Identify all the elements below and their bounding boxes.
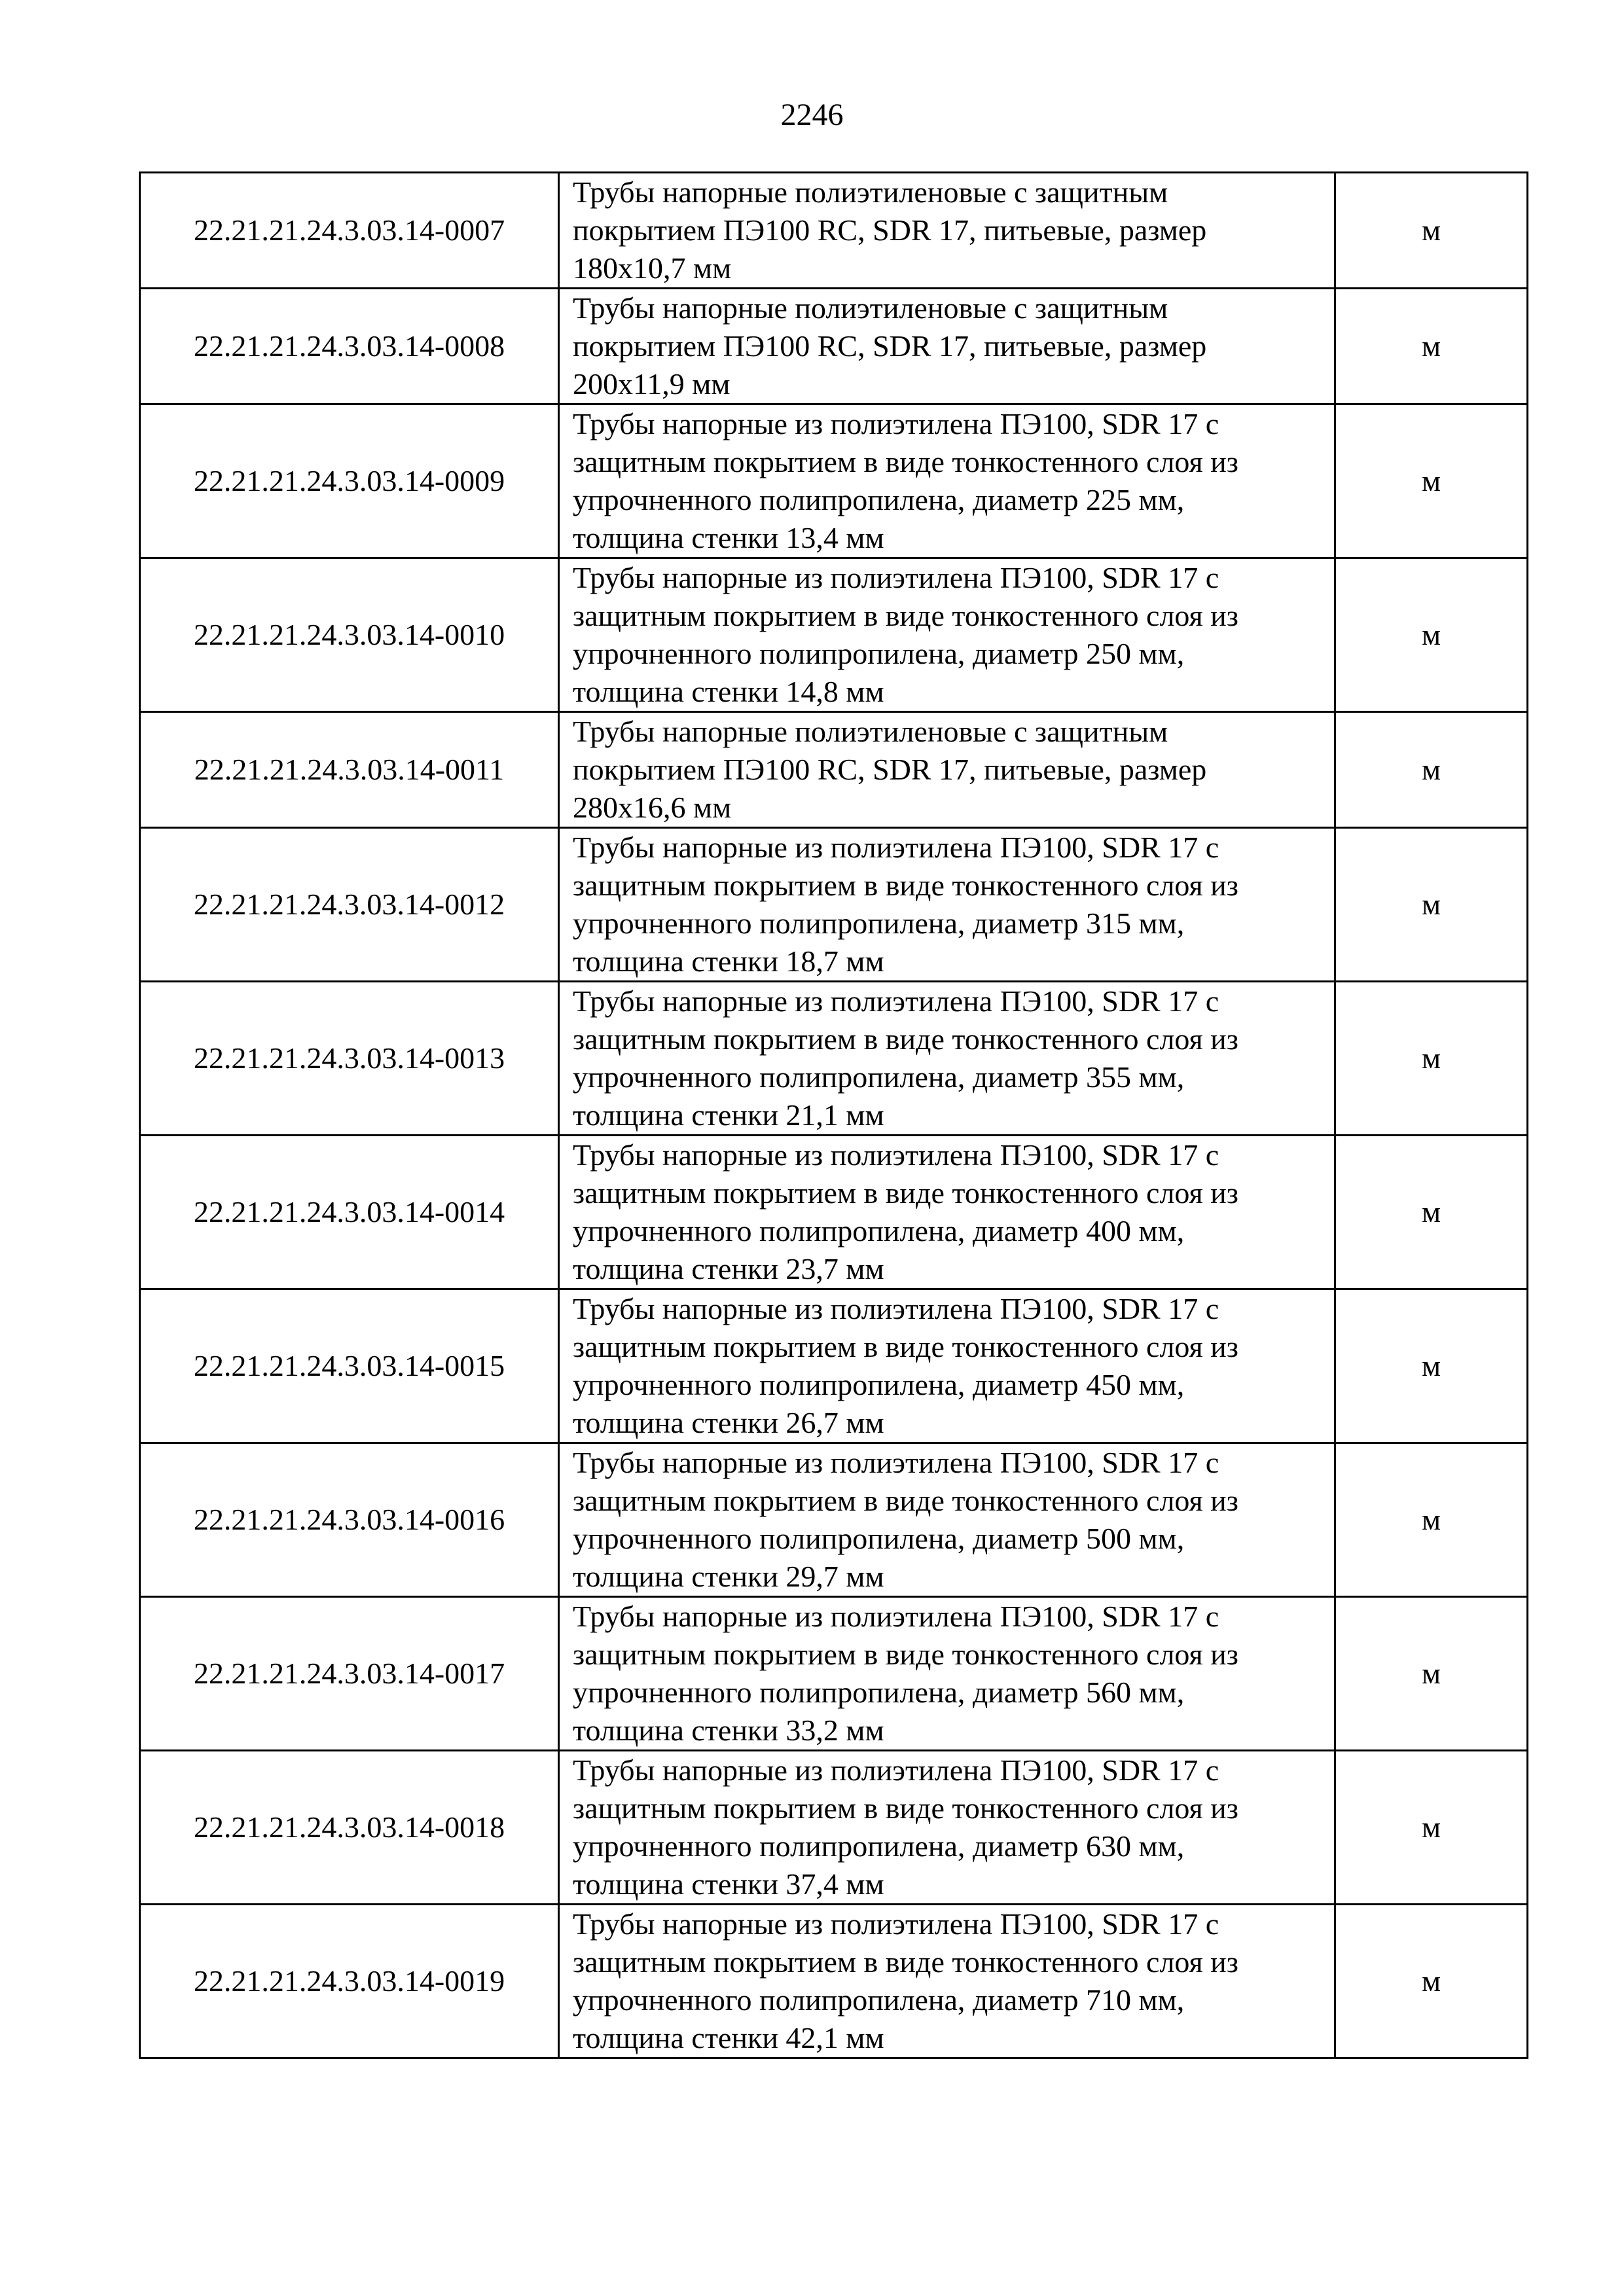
description-line: Трубы напорные из полиэтилена ПЭ100, SDR 17 с <box>573 407 1219 440</box>
description-line: толщина стенки 29,7 мм <box>573 1560 884 1593</box>
description-line: толщина стенки 33,2 мм <box>573 1713 884 1747</box>
description-line: 280х16,6 мм <box>573 791 732 824</box>
table-row <box>140 404 1528 558</box>
description-line: упрочненного полипропилена, диаметр 630 мм, <box>573 1829 1185 1863</box>
description-line: упрочненного полипропилена, диаметр 225 мм, <box>573 483 1185 516</box>
unit-of-measure: м <box>1335 1597 1528 1751</box>
unit-of-measure: м <box>1335 558 1528 712</box>
unit-of-measure: м <box>1335 1905 1528 2058</box>
description-line: защитным покрытием в виде тонкостенного слоя из <box>573 445 1238 478</box>
table-row <box>140 1289 1528 1443</box>
description-line: защитным покрытием в виде тонкостенного слоя из <box>573 1484 1238 1517</box>
description-line: защитным покрытием в виде тонкостенного слоя из <box>573 1022 1238 1056</box>
table-row <box>140 1136 1528 1289</box>
description-line: покрытием ПЭ100 RC, SDR 17, питьевые, размер <box>573 329 1207 363</box>
description-line: защитным покрытием в виде тонкостенного слоя из <box>573 599 1238 632</box>
description-line: покрытием ПЭ100 RC, SDR 17, питьевые, размер <box>573 213 1207 247</box>
description-line: Трубы напорные из полиэтилена ПЭ100, SDR 17 с <box>573 1292 1219 1325</box>
resource-code: 22.21.21.24.3.03.14-0015 <box>140 1289 559 1443</box>
description-line: Трубы напорные полиэтиленовые с защитным <box>573 291 1168 325</box>
description-line: Трубы напорные из полиэтилена ПЭ100, SDR 17 с <box>573 1907 1219 1941</box>
unit-of-measure: м <box>1335 1751 1528 1905</box>
description-line: упрочненного полипропилена, диаметр 315 мм, <box>573 906 1185 940</box>
description-line: толщина стенки 13,4 мм <box>573 521 884 554</box>
description-line: толщина стенки 21,1 мм <box>573 1098 884 1132</box>
resource-description <box>559 558 1335 712</box>
description-line: защитным покрытием в виде тонкостенного слоя из <box>573 1176 1238 1210</box>
table-row <box>140 982 1528 1136</box>
description-line: защитным покрытием в виде тонкостенного слоя из <box>573 869 1238 902</box>
resource-description <box>559 712 1335 828</box>
table-row <box>140 1597 1528 1751</box>
description-line: упрочненного полипропилена, диаметр 355 мм, <box>573 1060 1185 1094</box>
table-row <box>140 1751 1528 1905</box>
resource-description <box>559 1136 1335 1289</box>
description-line: защитным покрытием в виде тонкостенного слоя из <box>573 1791 1238 1825</box>
description-line: толщина стенки 23,7 мм <box>573 1252 884 1285</box>
description-line: защитным покрытием в виде тонкостенного слоя из <box>573 1638 1238 1671</box>
description-line: толщина стенки 42,1 мм <box>573 2021 884 2054</box>
resource-code: 22.21.21.24.3.03.14-0016 <box>140 1443 559 1597</box>
description-line: упрочненного полипропилена, диаметр 400 мм, <box>573 1214 1185 1247</box>
description-line: упрочненного полипропилена, диаметр 710 мм, <box>573 1983 1185 2017</box>
unit-of-measure: м <box>1335 828 1528 982</box>
resource-description <box>559 1597 1335 1751</box>
resource-code: 22.21.21.24.3.03.14-0008 <box>140 289 559 404</box>
description-line: Трубы напорные полиэтиленовые с защитным <box>573 175 1168 209</box>
resource-code: 22.21.21.24.3.03.14-0011 <box>140 712 559 828</box>
table-row <box>140 712 1528 828</box>
catalog-table-body <box>140 173 1528 2058</box>
resource-code: 22.21.21.24.3.03.14-0007 <box>140 173 559 289</box>
description-line: Трубы напорные из полиэтилена ПЭ100, SDR 17 с <box>573 561 1219 594</box>
unit-of-measure: м <box>1335 1289 1528 1443</box>
description-line: 200х11,9 мм <box>573 367 731 401</box>
resource-description <box>559 1289 1335 1443</box>
resource-code: 22.21.21.24.3.03.14-0017 <box>140 1597 559 1751</box>
table-row <box>140 828 1528 982</box>
description-line: толщина стенки 37,4 мм <box>573 1867 884 1901</box>
resource-description <box>559 173 1335 289</box>
description-line: Трубы напорные из полиэтилена ПЭ100, SDR 17 с <box>573 984 1219 1018</box>
table-row <box>140 173 1528 289</box>
table-row <box>140 1443 1528 1597</box>
description-line: Трубы напорные из полиэтилена ПЭ100, SDR 17 с <box>573 1753 1219 1787</box>
description-line: толщина стенки 14,8 мм <box>573 675 884 708</box>
resource-code: 22.21.21.24.3.03.14-0013 <box>140 982 559 1136</box>
unit-of-measure: м <box>1335 982 1528 1136</box>
description-line: упрочненного полипропилена, диаметр 500 мм, <box>573 1522 1185 1555</box>
description-line: защитным покрытием в виде тонкостенного слоя из <box>573 1945 1238 1979</box>
description-line: упрочненного полипропилена, диаметр 250 мм, <box>573 637 1185 670</box>
resource-code: 22.21.21.24.3.03.14-0009 <box>140 404 559 558</box>
resource-code: 22.21.21.24.3.03.14-0012 <box>140 828 559 982</box>
description-line: упрочненного полипропилена, диаметр 560 мм, <box>573 1676 1185 1709</box>
resource-description <box>559 828 1335 982</box>
description-line: 180х10,7 мм <box>573 251 732 285</box>
description-line: защитным покрытием в виде тонкостенного слоя из <box>573 1330 1238 1363</box>
table-row <box>140 558 1528 712</box>
description-line: толщина стенки 18,7 мм <box>573 944 884 978</box>
description-line: Трубы напорные из полиэтилена ПЭ100, SDR 17 с <box>573 831 1219 864</box>
resource-code: 22.21.21.24.3.03.14-0019 <box>140 1905 559 2058</box>
unit-of-measure: м <box>1335 173 1528 289</box>
unit-of-measure: м <box>1335 1443 1528 1597</box>
table-row <box>140 1905 1528 2058</box>
resource-description <box>559 404 1335 558</box>
resource-description <box>559 289 1335 404</box>
description-line: покрытием ПЭ100 RC, SDR 17, питьевые, размер <box>573 753 1207 786</box>
description-line: Трубы напорные из полиэтилена ПЭ100, SDR 17 с <box>573 1446 1219 1479</box>
unit-of-measure: м <box>1335 289 1528 404</box>
description-line: упрочненного полипропилена, диаметр 450 мм, <box>573 1368 1185 1401</box>
unit-of-measure: м <box>1335 712 1528 828</box>
catalog-table <box>139 171 1528 2059</box>
description-line: Трубы напорные полиэтиленовые с защитным <box>573 715 1168 748</box>
unit-of-measure: м <box>1335 404 1528 558</box>
unit-of-measure: м <box>1335 1136 1528 1289</box>
resource-description <box>559 1751 1335 1905</box>
resource-description <box>559 1905 1335 2058</box>
resource-description <box>559 982 1335 1136</box>
table-row <box>140 289 1528 404</box>
description-line: Трубы напорные из полиэтилена ПЭ100, SDR 17 с <box>573 1138 1219 1172</box>
page-number: 2246 <box>780 98 844 132</box>
resource-code: 22.21.21.24.3.03.14-0018 <box>140 1751 559 1905</box>
resource-code: 22.21.21.24.3.03.14-0014 <box>140 1136 559 1289</box>
description-line: толщина стенки 26,7 мм <box>573 1406 884 1439</box>
resource-code: 22.21.21.24.3.03.14-0010 <box>140 558 559 712</box>
resource-description <box>559 1443 1335 1597</box>
description-line: Трубы напорные из полиэтилена ПЭ100, SDR 17 с <box>573 1600 1219 1633</box>
